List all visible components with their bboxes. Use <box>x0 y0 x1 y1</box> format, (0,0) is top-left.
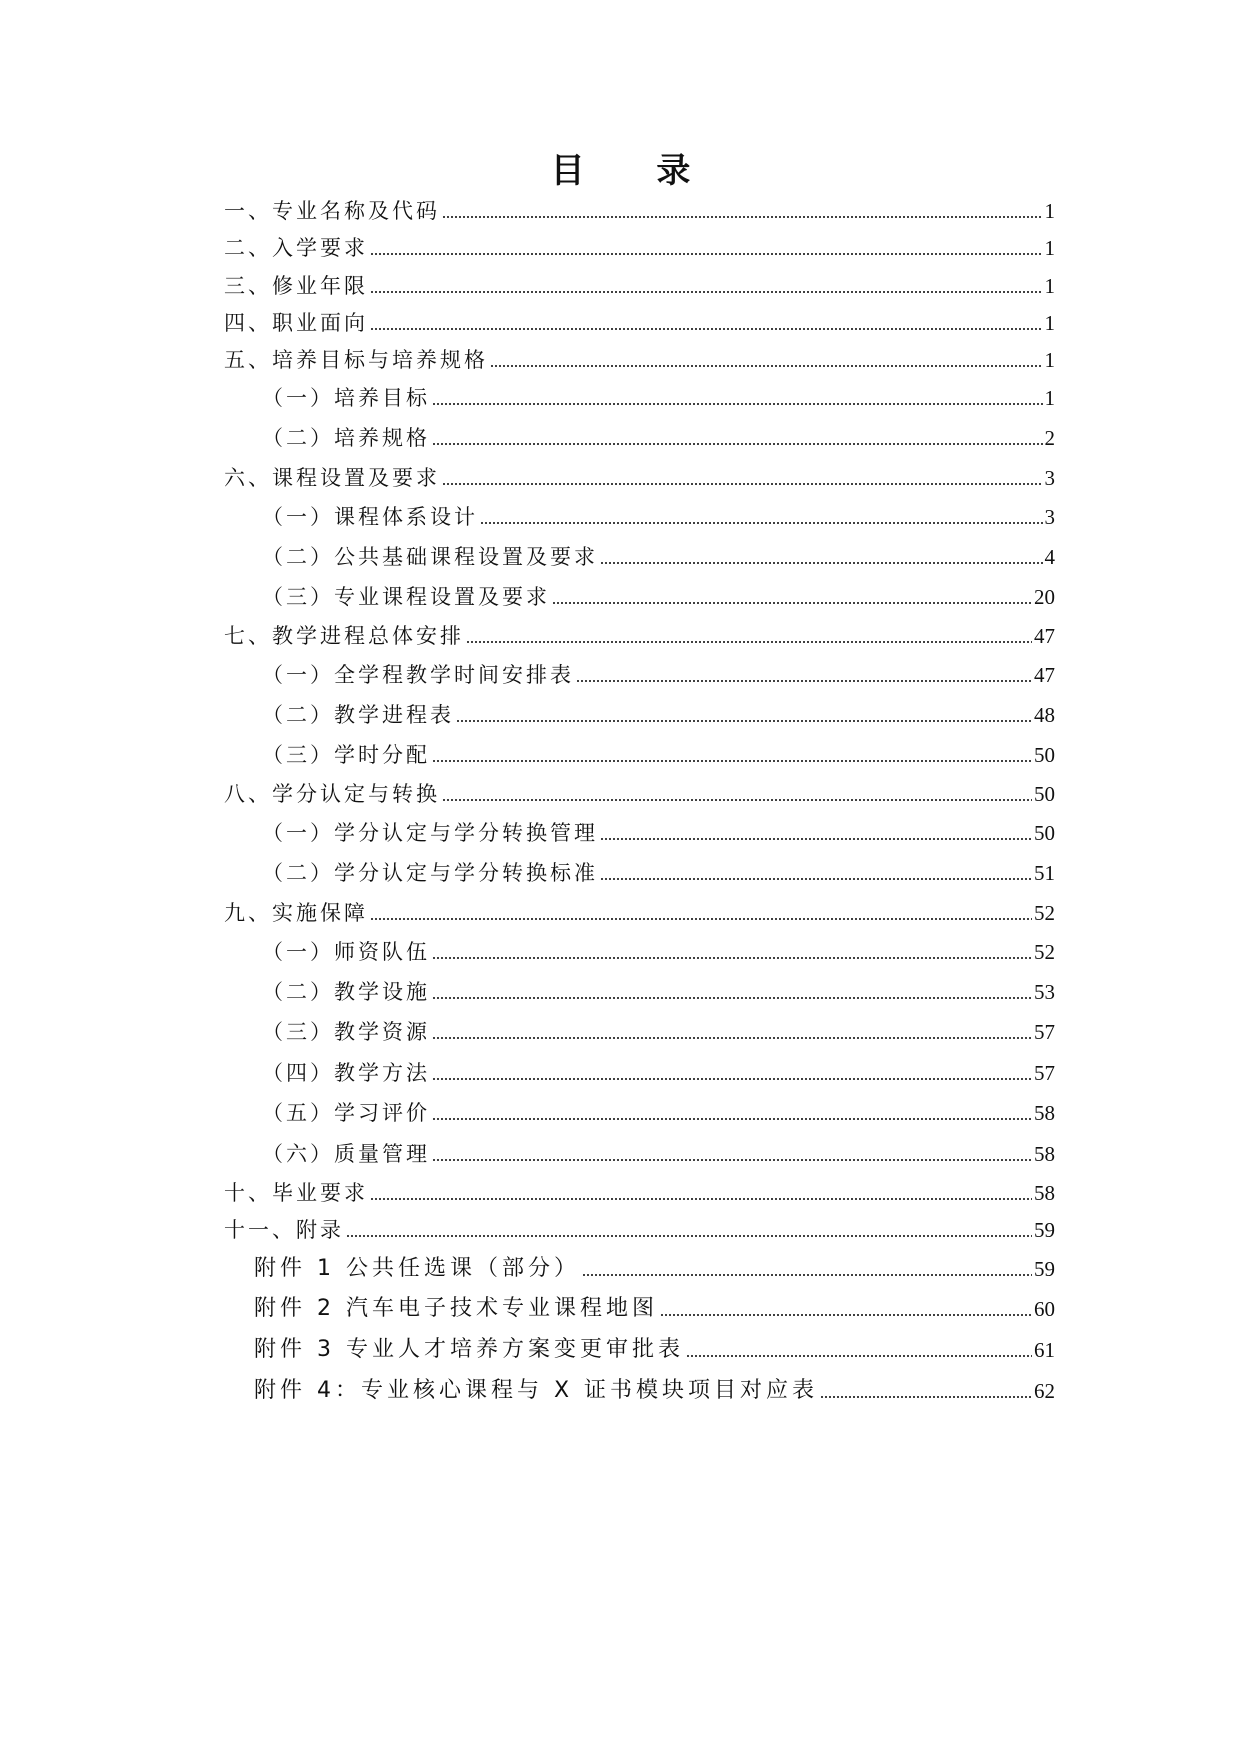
toc-entry-label: （二）学分认定与学分转换标准 <box>262 861 598 885</box>
toc-page-number: 47 <box>1034 624 1055 648</box>
toc-entry-label: （五）学习评价 <box>262 1101 430 1125</box>
dot-leader <box>442 798 1032 802</box>
dot-leader <box>432 956 1032 960</box>
dot-leader <box>552 601 1032 605</box>
dot-leader <box>600 561 1043 565</box>
dot-leader <box>432 442 1043 446</box>
toc-entry[interactable] <box>262 577 1055 611</box>
toc-page-number: 58 <box>1034 1101 1055 1125</box>
toc-page-number: 52 <box>1034 940 1055 964</box>
toc-entry-label: 三、修业年限 <box>224 274 368 298</box>
toc-page-number: 59 <box>1034 1218 1055 1242</box>
dot-leader <box>432 759 1032 763</box>
dot-leader <box>432 1036 1032 1040</box>
toc-entry[interactable] <box>224 191 1055 225</box>
toc-page-number: 1 <box>1044 274 1055 298</box>
toc-entry[interactable] <box>224 616 1055 650</box>
toc-entry-label: 七、教学进程总体安排 <box>224 624 464 648</box>
toc-entry[interactable] <box>262 853 1055 887</box>
toc-entry-label: （一）培养目标 <box>262 386 430 410</box>
dot-leader <box>370 1197 1032 1201</box>
toc-page-number: 60 <box>1034 1297 1055 1321</box>
toc-page-number: 58 <box>1034 1142 1055 1166</box>
toc-page-number: 52 <box>1034 901 1055 925</box>
toc-title: 目 录 <box>550 151 721 191</box>
toc-entry[interactable] <box>262 1012 1055 1046</box>
toc-entry-label: （一）全学程教学时间安排表 <box>262 663 574 687</box>
toc-entry-label: 附件 2 汽车电子技术专业课程地图 <box>254 1296 658 1321</box>
toc-page-number: 3 <box>1044 466 1055 490</box>
toc-entry-label: 十、毕业要求 <box>224 1181 368 1205</box>
toc-entry-label: （三）教学资源 <box>262 1020 430 1044</box>
dot-leader <box>370 917 1032 921</box>
toc-page-number: 53 <box>1034 980 1055 1004</box>
dot-leader <box>432 1077 1032 1081</box>
toc-entry[interactable] <box>262 537 1055 571</box>
toc-entry-label: （二）公共基础课程设置及要求 <box>262 545 598 569</box>
dot-leader <box>442 215 1043 219</box>
toc-entry[interactable] <box>262 378 1055 412</box>
dot-leader <box>686 1354 1032 1358</box>
toc-entry[interactable] <box>262 418 1055 452</box>
toc-entry-label: （三）专业课程设置及要求 <box>262 585 550 609</box>
dot-leader <box>576 679 1032 683</box>
toc-entry[interactable] <box>224 1210 1055 1244</box>
dot-leader <box>370 327 1043 331</box>
toc-page-number: 50 <box>1034 743 1055 767</box>
toc-entry[interactable] <box>224 893 1055 927</box>
toc-entry-label: 十一、附录 <box>224 1218 344 1242</box>
toc-entry-label: 八、学分认定与转换 <box>224 782 440 806</box>
toc-entry[interactable] <box>224 1173 1055 1207</box>
toc-entry[interactable] <box>254 1289 1055 1323</box>
toc-entry[interactable] <box>262 1093 1055 1127</box>
dot-leader <box>346 1234 1032 1238</box>
dot-leader <box>480 521 1043 525</box>
dot-leader <box>582 1273 1032 1277</box>
toc-page-number: 3 <box>1044 505 1055 529</box>
toc-entry[interactable] <box>262 932 1055 966</box>
toc-page-number: 1 <box>1044 348 1055 372</box>
toc-page-number: 50 <box>1034 782 1055 806</box>
toc-entry[interactable] <box>224 303 1055 337</box>
toc-page-number: 2 <box>1044 426 1055 450</box>
toc-entry[interactable] <box>262 655 1055 689</box>
dot-leader <box>370 290 1043 294</box>
toc-entry[interactable] <box>224 340 1055 374</box>
toc-entry[interactable] <box>224 774 1055 808</box>
dot-leader <box>442 482 1043 486</box>
dot-leader <box>600 837 1032 841</box>
toc-entry[interactable] <box>262 497 1055 531</box>
dot-leader <box>660 1313 1032 1317</box>
toc-entry[interactable] <box>254 1330 1055 1364</box>
toc-page-number: 1 <box>1044 386 1055 410</box>
toc-entry-label: 六、课程设置及要求 <box>224 466 440 490</box>
toc-page-number: 47 <box>1034 663 1055 687</box>
toc-page-number: 59 <box>1034 1257 1055 1281</box>
toc-entry[interactable] <box>262 1053 1055 1087</box>
toc-page-number: 57 <box>1034 1061 1055 1085</box>
dot-leader <box>456 719 1032 723</box>
toc-entry-label: 附件 3 专业人才培养方案变更审批表 <box>254 1337 684 1362</box>
toc-page-number: 51 <box>1034 861 1055 885</box>
toc-entry[interactable] <box>262 1134 1055 1168</box>
toc-entry[interactable] <box>254 1249 1055 1283</box>
toc-page-number: 20 <box>1034 585 1055 609</box>
toc-entry[interactable] <box>254 1371 1055 1405</box>
toc-entry-label: 九、实施保障 <box>224 901 368 925</box>
toc-page-number: 50 <box>1034 821 1055 845</box>
toc-entry-label: （四）教学方法 <box>262 1061 430 1085</box>
toc-entry[interactable] <box>224 458 1055 492</box>
toc-entry[interactable] <box>224 266 1055 300</box>
toc-page-number: 1 <box>1044 311 1055 335</box>
toc-entry[interactable] <box>262 813 1055 847</box>
dot-leader <box>432 402 1043 406</box>
toc-entry-label: （一）师资队伍 <box>262 940 430 964</box>
dot-leader <box>432 1158 1032 1162</box>
dot-leader <box>432 996 1032 1000</box>
dot-leader <box>820 1395 1032 1399</box>
toc-entry[interactable] <box>224 228 1055 262</box>
dot-leader <box>432 1117 1032 1121</box>
toc-entry-label: 二、入学要求 <box>224 236 368 260</box>
toc-entry-label: 四、职业面向 <box>224 311 368 335</box>
dot-leader <box>466 640 1032 644</box>
toc-entry-label: （二）培养规格 <box>262 426 430 450</box>
toc-entry-label: 五、培养目标与培养规格 <box>224 348 488 372</box>
toc-entry-label: 附件 4：专业核心课程与 X 证书模块项目对应表 <box>254 1378 819 1403</box>
toc-page-number: 61 <box>1034 1338 1055 1362</box>
toc-entry[interactable] <box>262 735 1055 769</box>
toc-page-number: 57 <box>1034 1020 1055 1044</box>
toc-entry[interactable] <box>262 695 1055 729</box>
toc-entry[interactable] <box>262 972 1055 1006</box>
toc-entry-label: （三）学时分配 <box>262 743 430 767</box>
dot-leader <box>370 252 1043 256</box>
toc-page-number: 48 <box>1034 703 1055 727</box>
dot-leader <box>600 877 1032 881</box>
toc-entry-label: （六）质量管理 <box>262 1142 430 1166</box>
toc-entry-label: （二）教学进程表 <box>262 703 454 727</box>
toc-page-number: 1 <box>1044 199 1055 223</box>
toc-entry-label: （二）教学设施 <box>262 980 430 1004</box>
toc-entry-label: 附件 1 公共任选课（部分） <box>254 1256 580 1281</box>
toc-page-number: 1 <box>1044 236 1055 260</box>
toc-entry-label: 一、专业名称及代码 <box>224 199 440 223</box>
toc-page-number: 62 <box>1034 1379 1055 1403</box>
toc-page-number: 4 <box>1044 545 1055 569</box>
dot-leader <box>490 364 1043 368</box>
toc-entry-label: （一）学分认定与学分转换管理 <box>262 821 598 845</box>
toc-page-number: 58 <box>1034 1181 1055 1205</box>
toc-entry-label: （一）课程体系设计 <box>262 505 478 529</box>
